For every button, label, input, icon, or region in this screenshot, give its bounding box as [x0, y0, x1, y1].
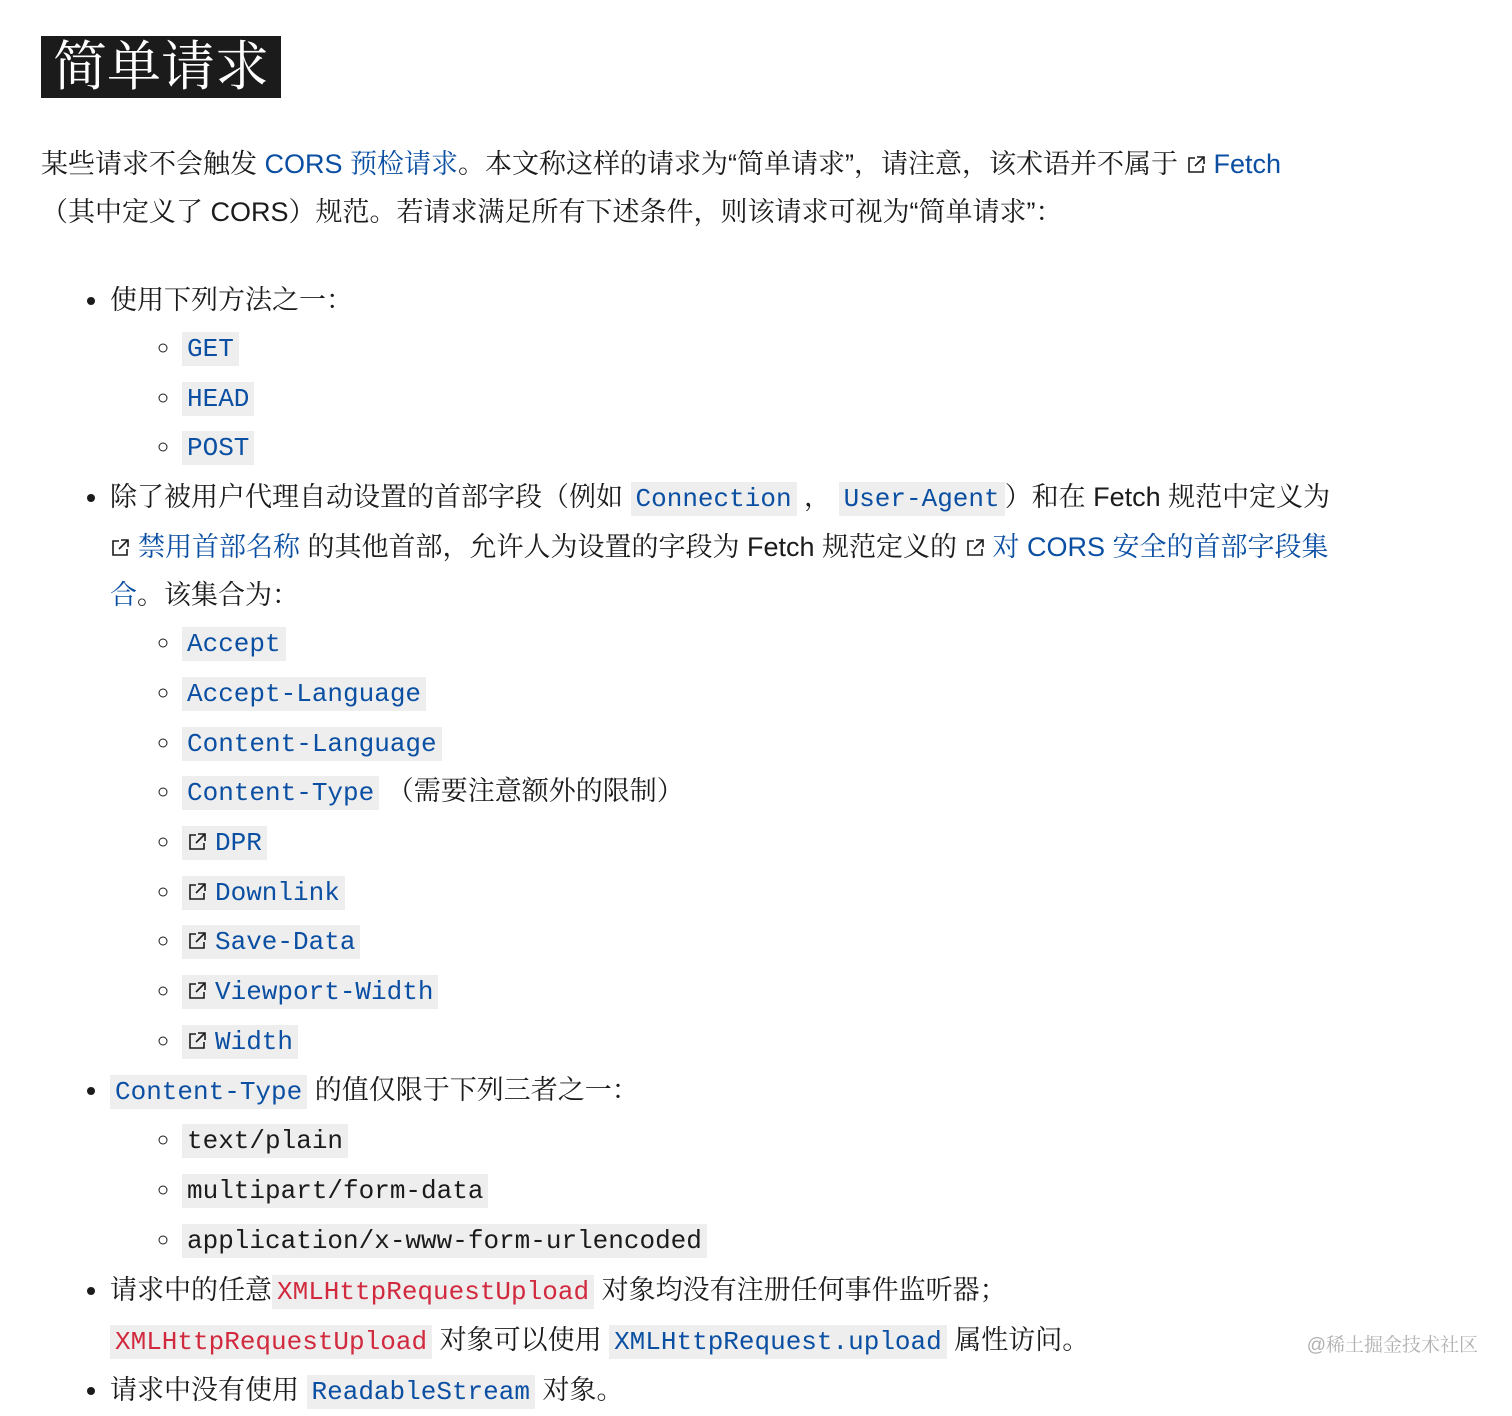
list-item: [182, 374, 1350, 424]
external-link-icon: [187, 832, 207, 852]
link-safelisted-label: 对 CORS 安全的首部字段集合: [110, 532, 1329, 611]
link-forbidden-label: 禁用首部名称: [138, 532, 300, 563]
content-type-text: 的值仅限于下列三者之一：: [307, 1075, 639, 1106]
conditions-list: [110, 276, 1350, 1416]
content-type-note: （需要注意额外的限制）: [386, 776, 684, 807]
header-dpr[interactable]: [182, 826, 267, 860]
method-post[interactable]: POST: [182, 431, 254, 465]
watermark: @稀土掘金技术社区: [1306, 1335, 1478, 1356]
external-link-icon: [110, 538, 130, 558]
upload-text-1: 请求中的任意: [110, 1274, 272, 1305]
code-readable-stream[interactable]: ReadableStream: [307, 1375, 535, 1409]
header-accept-language[interactable]: Accept-Language: [182, 677, 426, 711]
header-content-type[interactable]: Content-Type: [182, 776, 379, 810]
link-forbidden-header-name[interactable]: [110, 532, 300, 562]
stream-text-1: 请求中没有使用: [110, 1374, 307, 1405]
list-item-upload: [110, 1266, 1350, 1366]
code-user-agent[interactable]: User-Agent: [839, 482, 1005, 516]
method-head[interactable]: HEAD: [182, 382, 254, 416]
headers-text-2: ）和在 Fetch 规范中定义为: [1004, 482, 1331, 513]
external-link-icon: [187, 882, 207, 902]
list-item: [182, 1116, 1350, 1166]
list-item: [182, 818, 1350, 868]
code-xhr-upload-property[interactable]: XMLHttpRequest.upload: [609, 1325, 947, 1359]
upload-text-3: 对象可以使用: [432, 1324, 610, 1355]
methods-list: [110, 324, 1350, 473]
header-accept[interactable]: Accept: [182, 627, 286, 661]
intro-text-3: （其中定义了 CORS）规范。若请求满足所有下述条件，则该请求可视为“简单请求”：: [41, 197, 1063, 227]
header-save-data-label: Save-Data: [215, 927, 356, 958]
header-dpr-label: DPR: [215, 827, 262, 858]
headers-text-3: 的其他首部，允许人为设置的字段为 Fetch 规范定义的: [300, 532, 965, 563]
list-item: [182, 719, 1350, 769]
list-item: [182, 1166, 1350, 1216]
link-cors-preflight[interactable]: CORS 预检请求: [264, 149, 459, 179]
code-content-type[interactable]: Content-Type: [110, 1075, 307, 1109]
external-link-icon: [965, 538, 985, 558]
header-viewport-width-label: Viewport-Width: [215, 977, 434, 1008]
list-item: [182, 619, 1350, 669]
value-form-urlencoded: application/x-www-form-urlencoded: [182, 1224, 707, 1258]
intro-text-2: 。本文称这样的请求为“简单请求”，请注意，该术语并不属于: [458, 149, 1186, 179]
list-item: [182, 423, 1350, 473]
list-item: [182, 868, 1350, 918]
list-item: [182, 1017, 1350, 1067]
method-get[interactable]: GET: [182, 332, 239, 366]
value-text-plain: text/plain: [182, 1124, 348, 1158]
link-fetch-label: Fetch: [1213, 149, 1282, 179]
list-item-stream: [110, 1366, 1350, 1416]
intro-text-1: 某些请求不会触发: [41, 149, 265, 179]
list-item: [182, 1216, 1350, 1266]
header-width-label: Width: [215, 1026, 294, 1057]
list-item: [182, 768, 1350, 818]
external-link-icon: [187, 1031, 207, 1051]
external-link-icon: [1186, 155, 1206, 175]
header-content-language[interactable]: Content-Language: [182, 727, 442, 761]
headers-text-4: 。该集合为：: [137, 580, 299, 611]
header-width[interactable]: [182, 1025, 298, 1059]
intro-paragraph: [41, 140, 1341, 236]
code-xhr-upload-2: XMLHttpRequestUpload: [110, 1325, 432, 1359]
external-link-icon: [187, 981, 207, 1001]
external-link-icon: [187, 931, 207, 951]
stream-text-2: 对象。: [534, 1374, 624, 1405]
list-item-headers: [110, 473, 1350, 1066]
list-item: [182, 324, 1350, 374]
headers-text-1: 除了被用户代理自动设置的首部字段（例如: [110, 482, 631, 513]
header-viewport-width[interactable]: [182, 975, 438, 1009]
list-item-methods: [110, 276, 1350, 473]
list-item: [182, 669, 1350, 719]
header-downlink-label: Downlink: [215, 877, 340, 908]
methods-label: 使用下列方法之一：: [110, 285, 353, 315]
header-downlink[interactable]: [182, 876, 345, 910]
list-item-content-type: [110, 1066, 1350, 1265]
list-item: [182, 917, 1350, 967]
headers-separator: ，: [796, 482, 832, 513]
header-save-data[interactable]: [182, 925, 360, 959]
upload-text-2: 对象均没有注册任何事件监听器；: [594, 1274, 1007, 1305]
page-title: 简单请求: [41, 36, 281, 98]
code-xhr-upload: XMLHttpRequestUpload: [272, 1275, 594, 1309]
link-fetch[interactable]: [1186, 149, 1282, 179]
headers-list: [110, 619, 1350, 1066]
upload-text-4: 属性访问。: [946, 1324, 1090, 1355]
list-item: [182, 967, 1350, 1017]
value-multipart-form-data: multipart/form-data: [182, 1174, 488, 1208]
code-connection[interactable]: Connection: [631, 482, 797, 516]
content-type-values-list: [110, 1116, 1350, 1265]
